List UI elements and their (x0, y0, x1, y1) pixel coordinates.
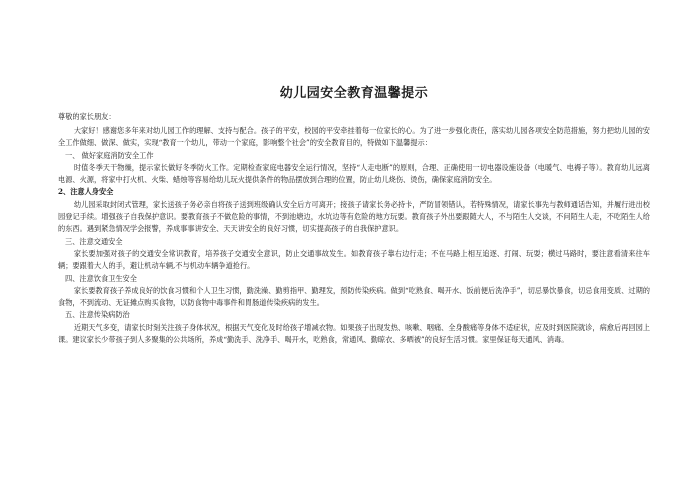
greeting: 尊敬的家长朋友： (58, 112, 116, 121)
section-heading-food: 四、注意饮食卫生安全 (65, 273, 137, 283)
section-body-traffic: 家长要加强对孩子的交通安全常识教育，培养孩子交通安全意识，防止交通事故发生。如教育孩子靠右边行走；不在马路上相互追逐、打闹、玩耍；横过马路时，要注意看清来往车辆；要跟着大人的手，避让机动车辆,不与机动车辆争道抢行。 (58, 248, 650, 271)
section-body-fire: 时值冬季天干物燥，提示家长做好冬季防火工作。定期检查家庭电器安全运行情况，坚持“人走电断”的原则，合理、正确使用一切电器设施设备（电暖气、电褥子等）。教育幼儿远离电源、火源，将家中打火机、火柴、蜡烛等容易给幼儿玩火提供条件的物品摆放到合理的位置，防止幼儿烧伤、烫伤，确保家庭消防安全。 (58, 162, 650, 185)
section-heading-fire: 一、 做好家庭消防安全工作 (65, 150, 154, 160)
section-heading-disease: 五、注意传染病防治 (65, 310, 130, 320)
section-body-food: 家长要教育孩子养成良好的饮食习惯和个人卫生习惯，勤洗澡、勤剪指甲、勤理发，预防传染疾病。做到“吃熟食、喝开水、饭前便后洗净手”，切忌暴饮暴食，切忌食用变质、过期的食物，不到流动、无证摊点购买食物，以防食物中毒事件和胃肠道传染疾病的发生。 (58, 285, 650, 308)
document-title: 幼儿园安全教育温馨提示 (279, 86, 429, 101)
section-heading-personal: 2、注意人身安全 (58, 187, 114, 197)
section-body-disease: 近期天气多变，请家长时刻关注孩子身体状况，根据天气变化及时给孩子增减衣物。如果孩子出现发热、咳嗽、咽痛、全身酸痛等身体不适症状，应及时到医院就诊，病愈后再回园上课。建议家长少带孩子到人多聚集的公共场所，养成“勤洗手、洗净手、喝开水，吃熟食，常通风、勤晾衣、多晒被”的良好生活习惯。家里保证每天通风、消毒。 (58, 322, 650, 345)
intro-paragraph: 大家好！感谢您多年来对幼儿园工作的理解、支持与配合。孩子的平安，校园的平安牵挂着每一位家长的心。为了进一步强化责任，落实幼儿园各项安全防范措施，努力把幼儿园的安全工作做细、做深、做实，实现“教育一个幼儿，带动一个家庭，影响整个社会”的安全教育目的，特做如下温馨提示： (58, 126, 650, 148)
section-body-personal: 幼儿园采取封闭式管理，家长送孩子务必亲自将孩子送到班级确认安全后方可离开；接孩子请家长务必持卡，严防冒领错认，若特殊情况，请家长事先与教师通话告知，并履行进出校园登记手续。增强孩子自我保护意识。要教育孩子不做危险的事情，不到池塘边，水坑边等有危险的地方玩要。教育孩子外出要跟随大人，不与陌生人交谈，不问陌生人走，不吃陌生人给的东西。遇到紧急情况学会报警，养成事事讲安全、天天讲安全的良好习惯，切实提高孩子的自我保护意识。 (58, 199, 650, 234)
section-heading-traffic: 三、注意交通安全 (65, 236, 123, 246)
